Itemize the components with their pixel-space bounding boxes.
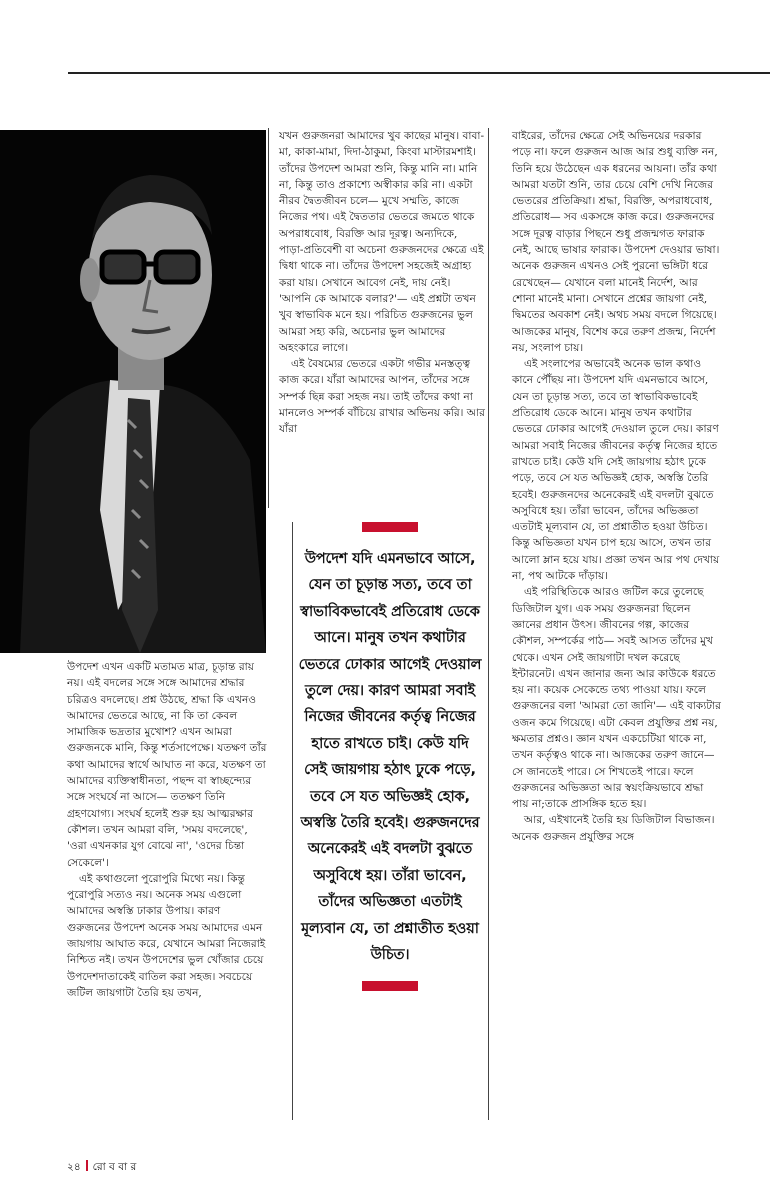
page-number: ২৪ [67, 1161, 81, 1173]
column-rule [292, 522, 293, 1120]
portrait-photo [0, 130, 266, 653]
body-column-2 [279, 128, 485, 438]
folio-separator [86, 1160, 88, 1171]
publication-name: রো ব বা র [92, 1161, 137, 1173]
paragraph: আর, এইখানেই তৈরি হয় ডিজিটাল বিভাজন। অনেক গুরুজন প্রযুক্তির সঙ্গে [512, 814, 715, 843]
paragraph: উপদেশ এখন একটি মতামত মাত্র, চূড়ান্ত রায় নয়। এই বদলের সঙ্গে সঙ্গে আমাদের শ্রদ্ধার চরিত্রও বদলেছে। প্রশ্ন উঠছে, শ্রদ্ধা কি এখনও আমাদের ভেতরে আছে, না কি তা কেবল সামাজিক ভদ্রতার মুখোশ? এখন আমরা গুরুজনকে মানি, কিন্তু শর্তসাপেক্ষে। যতক্ষণ তাঁর কথা আমাদের স্বার্থে আঘাত না করে, যতক্ষণ তা আমাদের ব্যক্তিস্বাধীনতা, পছন্দ বা স্বাচ্ছন্দ্যের সঙ্গে সংঘর্ষে না আসে— ততক্ষণ তিনি গ্রহণযোগ্য। সংঘর্ষ হলেই শুরু হয় আত্মরক্ষার কৌশল। তখন আমরা বলি, 'সময় বদলেছে', 'ওরা এখনকার যুগ বোঝে না', 'ওদের চিন্তা সেকেলে'। [67, 661, 267, 869]
portrait-illustration [0, 130, 266, 653]
paragraph: এই সংলাপের অভাবেই অনেক ভাল কথাও কানে পৌঁছয় না। উপদেশ যদি এমনভাবে আসে, যেন তা চূড়ান্ত সত্য, তবে তা স্বাভাবিকভাবেই প্রতিরোধ ডেকে আনে। মানুষ তখন কথাটার ভেতরে ঢোকার আগেই দেওয়াল তুলে দেয়। কারণ আমরা সবাই নিজের জীবনের কর্তৃত্ব নিজের হাতে রাখতে চাই। কেউ যদি সেই জায়গায় হঠাৎ ঢুকে পড়ে, তবে সে যত অভিজ্ঞই হোক, অস্বস্তি তৈরি হবেই। গুরুজনদের অনেকেরই এই বদলটা বুঝতে অসুবিধে হয়। তাঁরা ভাবেন, তাঁদের অভিজ্ঞতা এতটাই মূল্যবান যে, তা প্রশ্নাতীত হওয়া উচিত। কিন্তু অভিজ্ঞতা যখন চাপ হয়ে আসে, তখন তার আলো ম্লান হয়ে যায়। প্রজ্ঞা তখন আর পথ দেখায় না, পথ আটকে দাঁড়ায়। [512, 358, 720, 583]
paragraph: এই পরিস্থিতিকে আরও জটিল করে তুলেছে ডিজিটাল যুগ। এক সময় গুরুজনরা ছিলেন জ্ঞানের প্রধান উৎস। জীবনের গল্প, কাজের কৌশল, সম্পর্কের পাঠ— সবই আসত তাঁদের মুখ থেকে। এখন সেই জায়গাটা দখল করেছে ইন্টারনেট। এখন জানার জন্য আর কাউকে ধরতে হয় না। কয়েক সেকেন্ডে তথ্য পাওয়া যায়। ফলে গুরুজনের বলা 'আমরা তো জানি'— এই বাক্যটার ওজন কমে গিয়েছে। এটা কেবল প্রযুক্তির প্রশ্ন নয়, ক্ষমতার প্রশ্নও। জ্ঞান যখন একচেটিয়া থাকে না, তখন কর্তৃত্বও থাকে না। আজকের তরুণ জানে— সে জানতেই পারে। সে শিখতেই পারে। ফলে গুরুজনের অভিজ্ঞতা আর স্বয়ংক্রিয়ভাবে শ্রদ্ধা পায় না;তাকে প্রাসঙ্গিক হতে হয়। [512, 586, 721, 811]
column-rule [268, 128, 269, 508]
paragraph: এই কথাগুলো পুরোপুরি মিথ্যে নয়। কিন্তু পুরোপুরি সত্যও নয়। অনেক সময় এগুলো আমাদের অস্বস্তি ঢাকার উপায়। কারণ গুরুজনের উপদেশ অনেক সময় আমাদের এমন জায়গায় আঘাত করে, যেখানে আমরা নিজেরাই নিশ্চিত নই। তখন উপদেশের ভুল খোঁজার চেয়ে উপদেশদাতাকেই বাতিল করা সহজ। সবচেয়ে জটিল জায়গাটা তৈরি হয় তখন, [67, 872, 266, 999]
page-folio [67, 1160, 136, 1177]
pull-quote-bar [362, 981, 418, 991]
pull-quote-bar [362, 522, 418, 532]
column-rule [488, 128, 489, 1120]
top-rule [68, 72, 770, 74]
paragraph: যখন গুরুজনরা আমাদের খুব কাছের মানুষ। বাবা-মা, কাকা-মামা, দিদা-ঠাকুমা, কিংবা মাস্টারমশাই। তাঁদের উপদেশ আমরা শুনি, কিন্তু মানি না। মানি না, কিন্তু তাও প্রকাশ্যে অস্বীকার করি না। একটা নীরব দ্বৈতজীবন চলে— মুখে সম্মতি, কাজে নিজের পথ। এই দ্বৈততার ভেতরে জমতে থাকে অপরাধবোধ, বিরক্তি আর দূরত্ব। অন্যদিকে, পাড়া-প্রতিবেশী বা অচেনা গুরুজনদের ক্ষেত্রে এই দ্বিধা থাকে না। তাঁদের উপদেশ সহজেই অগ্রাহ্য করা যায়। সেখানে আবেগ নেই, দায় নেই। 'আপনি কে আমাকে বলার?'— এই প্রশ্নটা তখন খুব স্বাভাবিক মনে হয়। পরিচিত গুরুজনের ভুল আমরা সহ্য করি, অচেনার ভুল আমাদের অহংকারে লাগে। [279, 130, 485, 354]
body-column-3 [512, 128, 722, 845]
paragraph: এই বৈষম্যের ভেতরে একটা গভীর মনস্তত্ত্ব কাজ করে। যাঁরা আমাদের আপন, তাঁদের সঙ্গে সম্পর্ক ছিন্ন করা সহজ নয়। তাই তাঁদের কথা না মানলেও সম্পর্ক বাঁচিয়ে রাখার অভিনয় করি। আর যাঁরা [279, 358, 485, 436]
pull-quote-text: উপদেশ যদি এমনভাবে আসে, যেন তা চূড়ান্ত সত্য, তবে তা স্বাভাবিকভাবেই প্রতিরোধ ডেকে আনে। মানুষ তখন কথাটার ভেতরে ঢোকার আগেই দেওয়াল তুলে দেয়। কারণ আমরা সবাই নিজের জীবনের কর্তৃত্ব নিজের হাতে রাখতে চাই। কেউ যদি সেই জায়গায় হঠাৎ ঢুকে পড়ে, তবে সে যত অভিজ্ঞই হোক, অস্বস্তি তৈরি হবেই। গুরুজনদের অনেকেরই এই বদলটা বুঝতে অসুবিধে হয়। তাঁরা ভাবেন, তাঁদের অভিজ্ঞতা এতটাই মূল্যবান যে, তা প্রশ্নাতীত হওয়া উচিত। [298, 550, 482, 964]
pull-quote [298, 522, 482, 1112]
paragraph: বাইরের, তাঁদের ক্ষেত্রে সেই অভিনয়ের দরকার পড়ে না। ফলে গুরুজন আজ আর শুধু ব্যক্তি নন, তিনি হয়ে উঠেছেন এক ধরনের আয়না। তাঁর কথা আমরা যতটা শুনি, তার চেয়ে বেশি দেখি নিজের ভেতরের প্রতিক্রিয়া। শ্রদ্ধা, বিরক্তি, অপরাধবোধ, প্রতিরোধ— সব একসঙ্গে কাজ করে। গুরুজনদের সঙ্গে দূরত্ব বাড়ার পিছনে শুধু প্রজন্মগত ফারাক নেই, আছে ভাষার ফারাক। উপদেশ দেওয়ার ভাষা। অনেক গুরুজন এখনও সেই পুরনো ভঙ্গিটা ধরে রেখেছেন— যেখানে বলা মানেই নির্দেশ, আর শোনা মানেই মানা। সেখানে প্রশ্নের জায়গা নেই, দ্বিমতের অবকাশ নেই। অথচ সময় বদলে গিয়েছে। আজকের মানুষ, বিশেষ করে তরুণ প্রজন্ম, নির্দেশ নয়, সংলাপ চায়। [512, 130, 720, 354]
body-column-1 [67, 659, 267, 1001]
